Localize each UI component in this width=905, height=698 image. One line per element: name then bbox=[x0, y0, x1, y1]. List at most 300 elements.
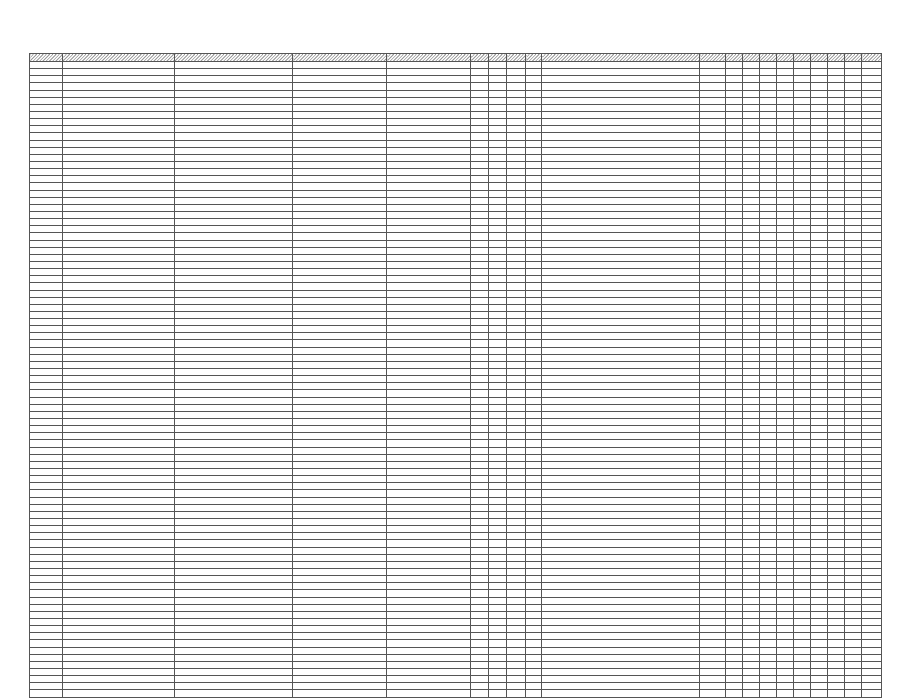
cost-cell bbox=[526, 469, 542, 476]
mark-cell bbox=[794, 454, 811, 461]
table-row bbox=[30, 319, 882, 326]
period-cell bbox=[700, 183, 726, 190]
row-number-cell bbox=[30, 526, 63, 533]
mark-cell bbox=[777, 419, 794, 426]
row-number-cell bbox=[30, 297, 63, 304]
table-row bbox=[30, 190, 882, 197]
mark-cell bbox=[828, 297, 845, 304]
city-district-cell bbox=[175, 240, 293, 247]
mark-cell bbox=[794, 219, 811, 226]
period-cell bbox=[700, 526, 726, 533]
street-cell bbox=[387, 404, 471, 411]
mark-cell bbox=[845, 111, 862, 118]
mark-cell bbox=[743, 511, 760, 518]
mark-cell bbox=[794, 626, 811, 633]
mark-cell bbox=[760, 676, 777, 683]
okrug-cell bbox=[63, 454, 175, 461]
okrug-cell bbox=[63, 283, 175, 290]
cost-cell bbox=[526, 411, 542, 418]
street-cell bbox=[387, 611, 471, 618]
city-district-cell bbox=[175, 568, 293, 575]
house-number-cell bbox=[471, 369, 489, 376]
period-cell bbox=[700, 504, 726, 511]
city-district-cell bbox=[175, 276, 293, 283]
work-type-cell bbox=[542, 76, 700, 83]
mark-cell bbox=[811, 490, 828, 497]
mark-cell bbox=[862, 454, 882, 461]
mark-cell bbox=[862, 419, 882, 426]
house-number-cell bbox=[471, 611, 489, 618]
area-cell bbox=[507, 333, 526, 340]
mark-cell bbox=[845, 626, 862, 633]
row-number-cell bbox=[30, 397, 63, 404]
work-type-cell bbox=[542, 519, 700, 526]
cost-cell bbox=[526, 454, 542, 461]
mark-cell bbox=[845, 469, 862, 476]
mark-cell bbox=[760, 590, 777, 597]
period-cell bbox=[700, 547, 726, 554]
mark-cell bbox=[743, 111, 760, 118]
table-header-cell bbox=[542, 54, 700, 62]
mark-cell bbox=[828, 183, 845, 190]
okrug-cell bbox=[63, 304, 175, 311]
work-type-cell bbox=[542, 540, 700, 547]
work-type-cell bbox=[542, 219, 700, 226]
mark-cell bbox=[794, 290, 811, 297]
year-built-cell bbox=[489, 297, 507, 304]
year-built-cell bbox=[489, 404, 507, 411]
mark-cell bbox=[777, 633, 794, 640]
street-cell bbox=[387, 504, 471, 511]
mark-cell bbox=[743, 247, 760, 254]
row-number-cell bbox=[30, 311, 63, 318]
mark-cell bbox=[828, 269, 845, 276]
mark-cell bbox=[794, 383, 811, 390]
cost-cell bbox=[526, 554, 542, 561]
work-type-cell bbox=[542, 526, 700, 533]
mark-cell bbox=[794, 140, 811, 147]
row-number-cell bbox=[30, 104, 63, 111]
cost-cell bbox=[526, 533, 542, 540]
table-row bbox=[30, 240, 882, 247]
city-cell bbox=[293, 304, 387, 311]
okrug-cell bbox=[63, 519, 175, 526]
row-number-cell bbox=[30, 583, 63, 590]
period-cell bbox=[700, 583, 726, 590]
mark-cell bbox=[828, 161, 845, 168]
period-cell bbox=[700, 176, 726, 183]
cost-cell bbox=[526, 519, 542, 526]
mark-cell bbox=[726, 576, 743, 583]
table-row bbox=[30, 126, 882, 133]
cost-cell bbox=[526, 190, 542, 197]
mark-cell bbox=[862, 561, 882, 568]
row-number-cell bbox=[30, 618, 63, 625]
okrug-cell bbox=[63, 361, 175, 368]
period-cell bbox=[700, 426, 726, 433]
cost-cell bbox=[526, 154, 542, 161]
mark-cell bbox=[845, 426, 862, 433]
period-cell bbox=[700, 97, 726, 104]
city-cell bbox=[293, 319, 387, 326]
work-type-cell bbox=[542, 640, 700, 647]
table-header-cell bbox=[828, 54, 845, 62]
mark-cell bbox=[726, 111, 743, 118]
cost-cell bbox=[526, 576, 542, 583]
mark-cell bbox=[777, 119, 794, 126]
mark-cell bbox=[862, 554, 882, 561]
period-cell bbox=[700, 304, 726, 311]
area-cell bbox=[507, 354, 526, 361]
street-cell bbox=[387, 219, 471, 226]
city-district-cell bbox=[175, 69, 293, 76]
period-cell bbox=[700, 618, 726, 625]
area-cell bbox=[507, 633, 526, 640]
area-cell bbox=[507, 119, 526, 126]
mark-cell bbox=[845, 83, 862, 90]
mark-cell bbox=[743, 597, 760, 604]
mark-cell bbox=[743, 297, 760, 304]
mark-cell bbox=[845, 647, 862, 654]
city-district-cell bbox=[175, 576, 293, 583]
okrug-cell bbox=[63, 476, 175, 483]
okrug-cell bbox=[63, 561, 175, 568]
period-cell bbox=[700, 340, 726, 347]
mark-cell bbox=[811, 326, 828, 333]
city-district-cell bbox=[175, 161, 293, 168]
city-district-cell bbox=[175, 411, 293, 418]
cost-cell bbox=[526, 476, 542, 483]
work-type-cell bbox=[542, 69, 700, 76]
cost-cell bbox=[526, 261, 542, 268]
mark-cell bbox=[811, 576, 828, 583]
table-row bbox=[30, 497, 882, 504]
work-type-cell bbox=[542, 583, 700, 590]
mark-cell bbox=[794, 361, 811, 368]
city-cell bbox=[293, 197, 387, 204]
area-cell bbox=[507, 404, 526, 411]
mark-cell bbox=[777, 640, 794, 647]
mark-cell bbox=[828, 247, 845, 254]
row-number-cell bbox=[30, 654, 63, 661]
house-number-cell bbox=[471, 419, 489, 426]
okrug-cell bbox=[63, 526, 175, 533]
row-number-cell bbox=[30, 147, 63, 154]
mark-cell bbox=[794, 476, 811, 483]
mark-cell bbox=[743, 140, 760, 147]
area-cell bbox=[507, 90, 526, 97]
mark-cell bbox=[828, 283, 845, 290]
period-cell bbox=[700, 561, 726, 568]
mark-cell bbox=[794, 76, 811, 83]
year-built-cell bbox=[489, 333, 507, 340]
mark-cell bbox=[743, 62, 760, 69]
year-built-cell bbox=[489, 90, 507, 97]
year-built-cell bbox=[489, 226, 507, 233]
cost-cell bbox=[526, 169, 542, 176]
mark-cell bbox=[828, 304, 845, 311]
mark-cell bbox=[862, 233, 882, 240]
mark-cell bbox=[845, 447, 862, 454]
mark-cell bbox=[828, 433, 845, 440]
mark-cell bbox=[845, 433, 862, 440]
mark-cell bbox=[726, 590, 743, 597]
mark-cell bbox=[845, 576, 862, 583]
mark-cell bbox=[845, 297, 862, 304]
mark-cell bbox=[862, 347, 882, 354]
mark-cell bbox=[777, 140, 794, 147]
mark-cell bbox=[726, 62, 743, 69]
mark-cell bbox=[811, 411, 828, 418]
mark-cell bbox=[726, 304, 743, 311]
street-cell bbox=[387, 276, 471, 283]
city-cell bbox=[293, 519, 387, 526]
row-number-cell bbox=[30, 169, 63, 176]
city-cell bbox=[293, 497, 387, 504]
row-number-cell bbox=[30, 419, 63, 426]
mark-cell bbox=[777, 190, 794, 197]
cost-cell bbox=[526, 540, 542, 547]
year-built-cell bbox=[489, 461, 507, 468]
city-cell bbox=[293, 76, 387, 83]
street-cell bbox=[387, 340, 471, 347]
house-number-cell bbox=[471, 76, 489, 83]
mark-cell bbox=[777, 62, 794, 69]
mark-cell bbox=[743, 626, 760, 633]
mark-cell bbox=[845, 483, 862, 490]
mark-cell bbox=[777, 404, 794, 411]
table-row bbox=[30, 676, 882, 683]
mark-cell bbox=[794, 633, 811, 640]
street-cell bbox=[387, 419, 471, 426]
mark-cell bbox=[811, 226, 828, 233]
work-type-cell bbox=[542, 547, 700, 554]
mark-cell bbox=[862, 226, 882, 233]
mark-cell bbox=[811, 554, 828, 561]
cost-cell bbox=[526, 483, 542, 490]
okrug-cell bbox=[63, 197, 175, 204]
row-number-cell bbox=[30, 433, 63, 440]
mark-cell bbox=[811, 333, 828, 340]
street-cell bbox=[387, 433, 471, 440]
mark-cell bbox=[726, 690, 743, 697]
year-built-cell bbox=[489, 676, 507, 683]
house-number-cell bbox=[471, 333, 489, 340]
city-district-cell bbox=[175, 304, 293, 311]
mark-cell bbox=[777, 519, 794, 526]
area-cell bbox=[507, 454, 526, 461]
okrug-cell bbox=[63, 76, 175, 83]
city-cell bbox=[293, 404, 387, 411]
mark-cell bbox=[726, 283, 743, 290]
mark-cell bbox=[760, 461, 777, 468]
cost-cell bbox=[526, 211, 542, 218]
year-built-cell bbox=[489, 104, 507, 111]
mark-cell bbox=[794, 126, 811, 133]
row-number-cell bbox=[30, 254, 63, 261]
area-cell bbox=[507, 361, 526, 368]
mark-cell bbox=[828, 369, 845, 376]
table-row bbox=[30, 147, 882, 154]
mark-cell bbox=[845, 304, 862, 311]
year-built-cell bbox=[489, 190, 507, 197]
city-cell bbox=[293, 347, 387, 354]
area-cell bbox=[507, 176, 526, 183]
mark-cell bbox=[845, 97, 862, 104]
mark-cell bbox=[794, 433, 811, 440]
mark-cell bbox=[862, 219, 882, 226]
cost-cell bbox=[526, 668, 542, 675]
work-type-cell bbox=[542, 90, 700, 97]
mark-cell bbox=[845, 169, 862, 176]
row-number-cell bbox=[30, 497, 63, 504]
street-cell bbox=[387, 576, 471, 583]
okrug-cell bbox=[63, 533, 175, 540]
city-district-cell bbox=[175, 261, 293, 268]
work-type-cell bbox=[542, 554, 700, 561]
city-district-cell bbox=[175, 176, 293, 183]
year-built-cell bbox=[489, 454, 507, 461]
mark-cell bbox=[811, 461, 828, 468]
mark-cell bbox=[828, 133, 845, 140]
mark-cell bbox=[828, 333, 845, 340]
mark-cell bbox=[811, 376, 828, 383]
city-cell bbox=[293, 540, 387, 547]
cost-cell bbox=[526, 369, 542, 376]
mark-cell bbox=[862, 111, 882, 118]
row-number-cell bbox=[30, 226, 63, 233]
work-type-cell bbox=[542, 654, 700, 661]
mark-cell bbox=[777, 504, 794, 511]
mark-cell bbox=[726, 483, 743, 490]
table-row bbox=[30, 404, 882, 411]
mark-cell bbox=[760, 254, 777, 261]
area-cell bbox=[507, 461, 526, 468]
year-built-cell bbox=[489, 326, 507, 333]
street-cell bbox=[387, 233, 471, 240]
okrug-cell bbox=[63, 133, 175, 140]
house-number-cell bbox=[471, 226, 489, 233]
row-number-cell bbox=[30, 133, 63, 140]
mark-cell bbox=[760, 504, 777, 511]
row-number-cell bbox=[30, 390, 63, 397]
okrug-cell bbox=[63, 640, 175, 647]
mark-cell bbox=[862, 633, 882, 640]
city-district-cell bbox=[175, 647, 293, 654]
mark-cell bbox=[794, 526, 811, 533]
mark-cell bbox=[743, 354, 760, 361]
mark-cell bbox=[777, 69, 794, 76]
period-cell bbox=[700, 326, 726, 333]
mark-cell bbox=[726, 311, 743, 318]
table-row bbox=[30, 490, 882, 497]
area-cell bbox=[507, 311, 526, 318]
period-cell bbox=[700, 247, 726, 254]
mark-cell bbox=[811, 97, 828, 104]
mark-cell bbox=[760, 190, 777, 197]
street-cell bbox=[387, 661, 471, 668]
work-type-cell bbox=[542, 369, 700, 376]
mark-cell bbox=[811, 197, 828, 204]
house-number-cell bbox=[471, 597, 489, 604]
mark-cell bbox=[845, 154, 862, 161]
cost-cell bbox=[526, 440, 542, 447]
street-cell bbox=[387, 547, 471, 554]
city-district-cell bbox=[175, 397, 293, 404]
street-cell bbox=[387, 461, 471, 468]
mark-cell bbox=[760, 326, 777, 333]
area-cell bbox=[507, 654, 526, 661]
mark-cell bbox=[828, 154, 845, 161]
house-number-cell bbox=[471, 304, 489, 311]
table-row bbox=[30, 511, 882, 518]
table-row bbox=[30, 576, 882, 583]
mark-cell bbox=[726, 319, 743, 326]
work-type-cell bbox=[542, 618, 700, 625]
city-cell bbox=[293, 690, 387, 697]
house-number-cell bbox=[471, 411, 489, 418]
mark-cell bbox=[862, 169, 882, 176]
city-cell bbox=[293, 361, 387, 368]
mark-cell bbox=[743, 176, 760, 183]
city-district-cell bbox=[175, 290, 293, 297]
mark-cell bbox=[726, 583, 743, 590]
mark-cell bbox=[811, 604, 828, 611]
city-district-cell bbox=[175, 233, 293, 240]
city-district-cell bbox=[175, 154, 293, 161]
mark-cell bbox=[777, 469, 794, 476]
city-district-cell bbox=[175, 454, 293, 461]
mark-cell bbox=[828, 76, 845, 83]
mark-cell bbox=[862, 197, 882, 204]
table-row bbox=[30, 668, 882, 675]
area-cell bbox=[507, 62, 526, 69]
street-cell bbox=[387, 133, 471, 140]
row-number-cell bbox=[30, 568, 63, 575]
mark-cell bbox=[845, 683, 862, 690]
mark-cell bbox=[726, 526, 743, 533]
area-cell bbox=[507, 433, 526, 440]
mark-cell bbox=[862, 447, 882, 454]
row-number-cell bbox=[30, 576, 63, 583]
row-number-cell bbox=[30, 97, 63, 104]
mark-cell bbox=[862, 254, 882, 261]
mark-cell bbox=[743, 390, 760, 397]
city-cell bbox=[293, 426, 387, 433]
city-district-cell bbox=[175, 76, 293, 83]
mark-cell bbox=[760, 476, 777, 483]
work-type-cell bbox=[542, 461, 700, 468]
city-district-cell bbox=[175, 283, 293, 290]
mark-cell bbox=[828, 276, 845, 283]
mark-cell bbox=[777, 540, 794, 547]
mark-cell bbox=[743, 590, 760, 597]
mark-cell bbox=[811, 176, 828, 183]
mark-cell bbox=[777, 197, 794, 204]
year-built-cell bbox=[489, 590, 507, 597]
table-row bbox=[30, 226, 882, 233]
okrug-cell bbox=[63, 69, 175, 76]
row-number-cell bbox=[30, 554, 63, 561]
city-cell bbox=[293, 176, 387, 183]
city-district-cell bbox=[175, 497, 293, 504]
year-built-cell bbox=[489, 233, 507, 240]
mark-cell bbox=[726, 419, 743, 426]
period-cell bbox=[700, 511, 726, 518]
city-district-cell bbox=[175, 211, 293, 218]
area-cell bbox=[507, 211, 526, 218]
mark-cell bbox=[794, 319, 811, 326]
